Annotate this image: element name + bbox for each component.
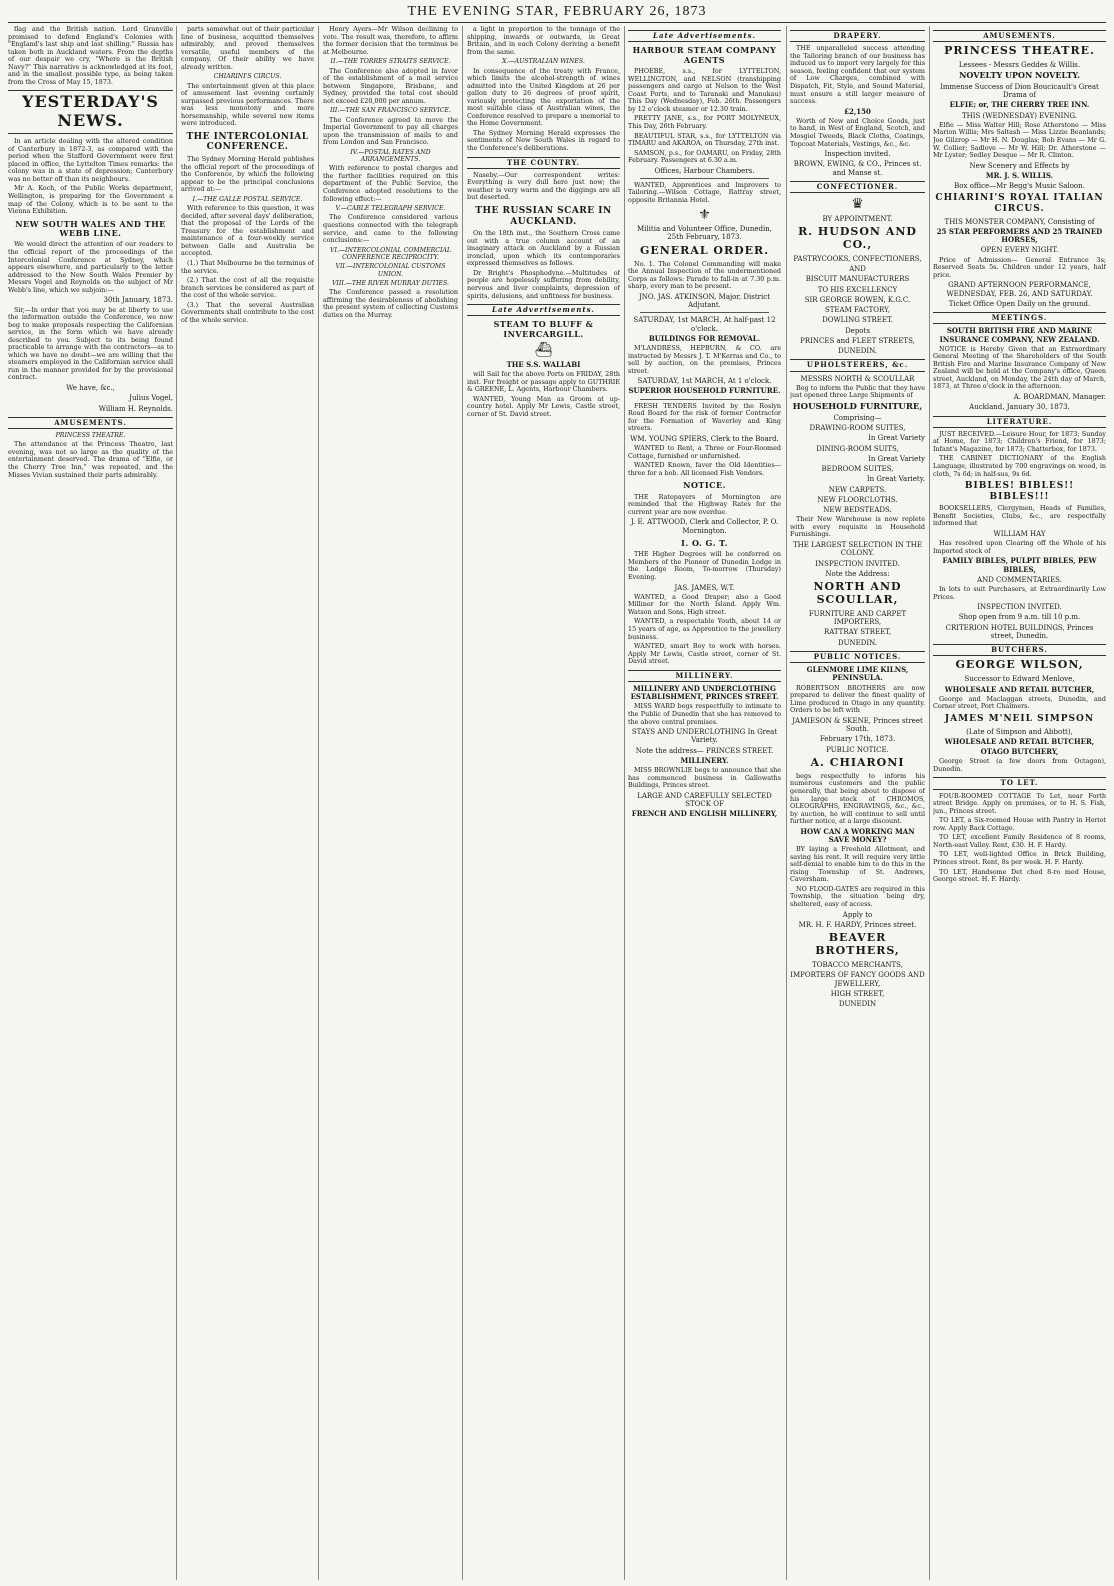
- list-item: (3.) That the several Australian Governments shall contribute to the cost of the whole service.: [181, 300, 314, 324]
- column-5: [628, 26, 781, 1580]
- ad-text: GRAND AFTERNOON PERFORMANCE, WEDNESDAY, FEB. 26, AND SATURDAY.: [946, 281, 1093, 298]
- cast-list: Elfie — Miss Walter Hill; Rose Atherstone — Miss Marion Willis; Mrs Saltash — Miss Lizzie Beanlands; Joe Gilzrop — Mr H. N. Douglas; Bob Evans — Mr G. W. Collier; Sadlove — Mr W. Hill; Dr. Atherstone — Mr Lyster; Sedley Desque — Mr R. Clinton.: [933, 120, 1106, 160]
- ad-heading: GLENMORE LIME KILNS, PENINSULA.: [806, 665, 909, 683]
- ad-text: WANTED Known, faver the Old Identities—three for a bob. All licensed Fish Vendors.: [628, 461, 781, 477]
- subheading: VIII.—THE RIVER MURRAY DUTIES.: [331, 279, 450, 287]
- ad-text: THE Ratepayers of Mornington are reminded that the Highway Rates for the current year are now overdue.: [628, 492, 781, 516]
- ad-text: In Great Variety: [868, 454, 925, 463]
- column-2: [181, 26, 314, 1580]
- ad-text: MISS WARD begs respectfully to intimate to the Public of Dunedin that she has removed to the above central premises.: [628, 702, 781, 726]
- ad-text: £2,150: [844, 106, 871, 116]
- ad-text: February 17th, 1873.: [819, 735, 896, 744]
- divider: [640, 399, 769, 400]
- ad-text: TO LET, well-lighted Office in Brick Building, Princes street. Rent, 8s per week. H. F. Hardy.: [933, 850, 1106, 866]
- article-text: With reference to this question, it was decided, after several days' deliberation, that the proposal of the Lords of the Treasury for the establishment and maintenance of a four-weekly service between Galle and Australia be accepted.: [181, 204, 314, 258]
- section-title-butchers: BUTCHERS.: [933, 644, 1106, 656]
- ad-text: WANTED, Apprentices and Improvers to Tailoring.—Wilson Cottage, Rattray street, opposite Britannia Hotel.: [628, 180, 781, 205]
- ad-heading: HOW CAN A WORKING MAN SAVE MONEY?: [800, 826, 915, 844]
- ad-text: ROBERTSON BROTHERS are now prepared to deliver the finest quality of Lime produced in Otago in any quantity. Orders to be left with: [790, 683, 925, 715]
- ad-text: INSPECTION INVITED.: [977, 603, 1062, 612]
- ad-heading: GEORGE WILSON,: [955, 658, 1084, 672]
- ad-text: LARGE AND CAREFULLY SELECTED STOCK OF: [637, 791, 772, 808]
- ad-text: No. 1. The Colonel Commanding will make the Annual Inspection of the undermentioned Corps as follows: Parade to fall-in at 7.30 p.m. sharp, every man to be present.: [628, 259, 781, 291]
- ad-text: In Great Variety.: [866, 475, 925, 484]
- article-text: The Conference passed a resolution affirming the desirableness of abolishing the present system of collecting Customs duties on the Murray.: [323, 288, 458, 319]
- ad-text: IMPORTERS OF FANCY GOODS AND JEWELLERY,: [790, 971, 925, 988]
- ad-heading: MR. J. S. WILLIS.: [985, 170, 1054, 180]
- ad-text: (Late of Simpson and Abbott),: [966, 727, 1073, 736]
- ad-text: AND: [849, 265, 866, 274]
- ad-heading: BUILDINGS FOR REMOVAL.: [648, 333, 761, 343]
- ad-text: WANTED, Young Man as Groom at up-country hotel. Apply Mr Lewis, Castle street, corner of St. David street.: [467, 394, 620, 418]
- ad-heading: I. O. G. T.: [681, 537, 728, 548]
- ad-text: Has resolved upon Clearing off the Whole of his Imported stock of: [933, 539, 1106, 555]
- article-text: Mr A. Koch, of the Public Works department, Wellington, is preparing for the Government a map of the Colony, which is to be sent to the Vienna Exhibition.: [8, 184, 173, 216]
- ad-heading: OTAGO BUTCHERY,: [980, 747, 1059, 757]
- ad-text: George and Maclaggan streets, Dunedin, and Corner street, Port Chalmers.: [933, 694, 1106, 711]
- ad-heading: MESSRS NORTH & SCOULLAR: [800, 374, 915, 383]
- article-text: In an article dealing with the altered condition of Canterbury in 1872-3, as compared with the period when the Stafford Government were first placed in office, the Lyttelton Times remarks: the colony was in a state of depression; Canterbury was no better off than its neighbours.: [8, 137, 173, 183]
- ad-text: TO LET, excellent Family Residence of 8 rooms, North-east Valley. Rent, £30. H. F. Hardy.: [933, 833, 1106, 849]
- section-title-millinery: MILLINERY.: [628, 670, 781, 682]
- section-title-late-ads: Late Advertisements.: [467, 304, 620, 316]
- ad-text: DUNEDIN: [838, 1000, 877, 1008]
- ad-text: HIGH STREET,: [830, 989, 885, 998]
- ad-heading: MILLINERY AND UNDERCLOTHING ESTABLISHMENT, PRINCES STREET.: [630, 683, 779, 702]
- ad-heading: BIBLES! BIBLES!! BIBLES!!!: [964, 481, 1075, 502]
- column-1: [8, 26, 173, 1580]
- ad-heading: ELFIE; or, THE CHERRY TREE INN.: [949, 100, 1090, 110]
- column-divider: [786, 26, 787, 1580]
- article-text: The attendance at the Princess Theatre, last evening, was not so large as the quality of the entertainment deserved. The drama of "Elfie, or the Cherry Tree Inn," was repeated, and the Misses Vivian sustained their parts admirably.: [8, 440, 173, 479]
- column-divider: [929, 26, 930, 1580]
- ad-text: SIR GEORGE BOWEN, K.G.C.: [804, 295, 911, 304]
- ad-title: STEAM TO BLUFF & INVERCARGILL.: [493, 319, 594, 339]
- ad-text: Lessees - Messrs Geddes & Willis.: [958, 61, 1081, 70]
- ad-heading: PRINCESS THEATRE.: [944, 44, 1095, 58]
- column-6: [790, 26, 925, 1580]
- subheading: I.—THE GALLE POSTAL SERVICE.: [192, 195, 303, 203]
- ad-heading: SUPERIOR HOUSEHOLD FURNITURE.: [628, 386, 781, 396]
- article-text: On the 18th inst., the Southern Cross came out with a true column account of an imaginary attack on Auckland by a Russian ironclad, upon which its contemporaries expressed themselves as follows.: [467, 229, 620, 268]
- ad-heading: WHOLESALE AND RETAIL BUTCHER,: [944, 684, 1095, 694]
- ad-text: THE LARGEST SELECTION IN THE COLONY.: [792, 541, 922, 558]
- article-text: In consequence of the treaty with France, which limits the alcohol-strength of wines admitted into the United Kingdom at 26 per gallon duty to 26 degrees of proof spirit, variously protecting the exportation of the most suitable class of Australian wines, the Conference resolved to prepare a memorial to the Home Government.: [467, 66, 620, 128]
- ad-text: SATURDAY, 1st MARCH, At 1 o'clock.: [637, 377, 772, 386]
- ad-text: STAYS AND UNDERCLOTHING In Great Variety.: [631, 728, 778, 745]
- ad-heading: CHIARINI'S ROYAL ITALIAN CIRCUS.: [935, 193, 1104, 214]
- ad-text: PRETTY JANE, s.s., for PORT MOLYNEUX, This Day, 26th February.: [628, 114, 781, 130]
- article-text: The entertainment given at this place of amusement last evening certainly surpassed previous performances. There was less monotony and more horsemanship, while several new items were introduced.: [181, 81, 314, 128]
- ship-icon: ⛴: [534, 342, 553, 359]
- ad-text: NEW CARPETS.: [828, 485, 887, 494]
- column-divider: [462, 26, 463, 1580]
- ad-signature: WM. YOUNG SPIERS, Clerk to the Board.: [630, 434, 779, 443]
- article-text: The Sydney Morning Herald publishes the official report of the proceedings of the Conference, by which the following appear to be the principal conclusions arrived at:—: [181, 155, 314, 194]
- ad-text: RATTRAY STREET,: [823, 628, 892, 637]
- ad-heading: BEAVER BROTHERS,: [815, 931, 900, 958]
- ad-heading: FAMILY BIBLES, PULPIT BIBLES, PEW BIBLES,: [942, 556, 1097, 574]
- article-text: flag and the British nation. Lord Granville promised to defend England's Colonies with "England's last ship and last shilling." Russia has taken both in Auckland waters. From the depths of our despair we cry, "Where is the British Navy?" This narrative is acknowledged at its foot, and in the smallest possible type, as being taken from the Cross of May 15, 1873.: [8, 26, 173, 86]
- ad-text: TO HIS EXCELLENCY: [817, 285, 898, 294]
- ad-text: Depots: [845, 326, 870, 335]
- ad-signature: JAS. JAMES, W.T.: [674, 583, 735, 592]
- subheading: III.—THE SAN FRANCISCO SERVICE.: [330, 107, 451, 115]
- ad-text: will Sail for the above Ports on FRIDAY, 28th inst. For freight or passage apply to GUTHRIE & GREENE, L. Agents, Harbour Chambers.: [467, 369, 620, 394]
- section-title-drapery: DRAPERY.: [790, 30, 925, 42]
- ad-text: Box office—Mr Begg's Music Saloon.: [954, 182, 1085, 191]
- subheading: II.—THE TORRES STRAITS SERVICE.: [330, 58, 451, 66]
- column-divider: [318, 26, 319, 1580]
- section-title-country: THE COUNTRY.: [467, 157, 620, 169]
- masthead: THE EVENING STAR, FEBRUARY 26, 1873: [407, 4, 707, 19]
- ad-text: WANTED, a Good Draper; also a Good Milliner for the North Island. Apply Wm. Watson and Sons, High street.: [628, 592, 781, 616]
- ad-text: Apply to: [842, 910, 873, 919]
- ad-text: M'LANDRESS, HEPBURN, & CO. are instructed by Messrs J. T. M'Kerras and Co., to sell by auction, on the premises, Princes street.: [628, 344, 781, 375]
- list-item: (2.) That the cost of all the requisite branch services be considered as part of the cost of the whole service.: [181, 276, 314, 300]
- ad-text: Militia and Volunteer Office, Dunedin, 25th February, 1873.: [637, 225, 772, 242]
- ad-title: HARBOUR STEAM COMPANY AGENTS: [632, 45, 777, 65]
- section-title-meetings: MEETINGS.: [933, 312, 1106, 324]
- ad-text: Ticket Office Open Daily on the ground.: [948, 299, 1091, 308]
- ad-signature: BROWN, EWING, & CO., Princes st. and Manse st.: [793, 160, 922, 177]
- ad-text: BOOKSELLERS, Clergymen, Heads of Families, Benefit Societies, Clubs, &c., are respectfully informed that: [933, 504, 1106, 528]
- subheading: V.—CABLE TELEGRAPH SERVICE.: [335, 205, 446, 213]
- ad-text: NEW FLOORCLOTHS.: [817, 495, 898, 504]
- ad-text: FOUR-ROOMED COTTAGE To Let, near Forth street Bridge. Apply on premises, or to H. S. Fish, jun., Princes street.: [933, 791, 1106, 815]
- ad-text: Shop open from 9 a.m. till 10 p.m.: [958, 613, 1081, 622]
- section-title-amusements: AMUSEMENTS.: [933, 30, 1106, 42]
- section-title-amusements: AMUSEMENTS.: [8, 417, 173, 429]
- ad-signature: JAMIESON & SKENE, Princes street South.: [792, 716, 923, 734]
- ad-text: BISCUIT MANUFACTURERS: [805, 275, 910, 284]
- ad-text: PASTRYCOOKS, CONFECTIONERS,: [793, 254, 922, 263]
- ad-text: THE unparalleled success attending the Tailoring branch of our business has induced us to import very largely for this season, feeling confident that our system of Low Charges, combined with Dispatch, Fit, Style, and Sound Material, must ensure a still larger measure of success.: [790, 44, 925, 106]
- ad-signature: MR. H. F. HARDY, Princes street.: [798, 920, 917, 929]
- ad-heading: WHOLESALE AND RETAIL BUTCHER,: [944, 736, 1095, 746]
- column-7: [933, 26, 1106, 1580]
- ad-text: THE CABINET DICTIONARY of the English Language, illustrated by 700 engravings on wood, in cloth, 7s 6d; in half-sus, 9s 6d.: [933, 454, 1106, 478]
- ad-text: NOTICE is Hereby Given that an Extraordinary General Meeting of the Shareholders of the South British Fire and Marine Insurance Company of New Zealand will be held at the Company's office, Queen street, Auckland, on Monday, the 24th day of March, 1873, at Three o'clock in the afternoon.: [933, 344, 1106, 391]
- divider: [640, 312, 769, 313]
- ad-text: PRINCES and FLEET STREETS,: [800, 336, 915, 345]
- subheading: CHIARINI'S CIRCUS.: [213, 73, 282, 81]
- ad-text: DINING-ROOM SUITS,: [816, 444, 899, 453]
- ad-text: BEDROOM SUITES,: [821, 465, 894, 474]
- ad-text: FRESH TENDERS Invited by the Roslyn Road Board for the risk of former Contractor for the Formation of Waverley and King streets.: [628, 401, 781, 433]
- ad-text: New Scenery and Effects by: [969, 161, 1070, 170]
- section-title-nsw: NEW SOUTH WALES AND THE WEBB LINE.: [15, 218, 166, 239]
- article-text: Dr Bright's Phosphodyne.—Multitudes of people are hopelessly suffering from debility, nervous and liver complaints, depression of spirits, delusions, and unfitness for business.: [467, 268, 620, 300]
- ad-text: Comprising—: [833, 413, 882, 422]
- section-title-confectioner: CONFECTIONER.: [790, 181, 925, 193]
- ad-text: DUNEDIN.: [837, 347, 878, 356]
- ad-text: Beg to inform the Public that they have just opened three Large Shipments of: [790, 383, 925, 400]
- ad-text: Price of Admission— General Entrance 3s; Reserved Seats 5s. Children under 12 years, half price.: [933, 255, 1106, 279]
- ad-text: JUST RECEIVED.—Leisure Hour, for 1873; Sunday at Home, for 1873; Children's Friend, for 1873; Infant's Magazine, for 1873; Chatterbox, for 1873.: [933, 429, 1106, 453]
- letter-date: 30th January, 1873.: [103, 296, 173, 305]
- article-text: parts somewhat out of their particular line of business, acquitted themselves admirably, and proved themselves versatile, useful members of the company. Of their ability we have already written.: [181, 26, 314, 71]
- ad-heading: WILLIAM HAY: [993, 529, 1046, 538]
- signature: Julius Vogel,: [129, 394, 173, 403]
- ad-heading: JAMES M'NEIL SIMPSON: [944, 713, 1095, 724]
- letter-signoff: We have, &c.,: [66, 384, 115, 393]
- ad-heading: NOVELTY UPON NOVELTY.: [959, 70, 1080, 81]
- ad-text: BEAUTIFUL STAR, s.s., for LYTTELTON via TIMARU and AKAROA, on Thursday, 27th inst.: [628, 131, 781, 148]
- article-text: Naseby.—Our correspondent writes: Everything is very dull here just now; the weather is very warm and the diggings are all but deserted.: [467, 170, 620, 202]
- ad-text: Offices, Harbour Chambers.: [654, 166, 755, 175]
- ad-heading: MILLINERY.: [680, 755, 729, 765]
- ad-text: DUNEDIN.: [837, 638, 878, 647]
- section-title-russian: THE RUSSIAN SCARE IN AUCKLAND.: [475, 205, 612, 227]
- ad-text: In Great Variety: [868, 434, 925, 443]
- ad-text: WANTED to Rent, a Three or Four-Roomed Cottage, furnished or unfurnished.: [628, 444, 781, 460]
- ad-text: STEAM FACTORY,: [824, 306, 891, 315]
- section-title-yesterday: YESTERDAY'S NEWS.: [8, 90, 173, 134]
- ad-text: WANTED, smart Boy to work with horses. Apply Mr Lewis, Castle street, corner of St. David street.: [628, 642, 781, 666]
- letter-text: Sir,—In order that you may be at liberty to use the information outside the Conference, we now beg to make proposals respecting the Californian service, in the form which we have already described to you. Subject to its being found practicable to arrange with the contractors—as to which we have no doubt—we are willing that the steamers employed in the Californian service shall run in the manner provided for by the provisional contract.: [8, 305, 173, 382]
- ad-text: TO LET, a Six-roomed House with Pantry in Heriot row. Apply Back Cottage.: [933, 816, 1106, 832]
- section-title-upholsterers: UPHOLSTERERS, &c.: [790, 359, 925, 371]
- royal-crest-icon: ♛: [851, 196, 864, 213]
- ad-text: THE Higher Degrees will be conferred on Members of the Pioneer of Dunedin Lodge in the Lodge Room, To-morrow (Thursday) Evening.: [628, 550, 781, 581]
- ad-text: NO FLOOD-GATES are required in this Township, the situation being dry, sheltered, easy of access.: [790, 884, 925, 909]
- ad-text: begs respectfully to inform his numerous customers and the public generally, that being about to dispose of his large stock of CHROMOS, OLEOGRAPHS, ENGRAVINGS, &c., &c., by auction, he will continue to sell until further notice, at a large discount.: [790, 771, 925, 826]
- subheading: VI.—INTERCOLONIAL COMMERCIAL CONFERENCE RECIPROCITY.: [329, 246, 452, 261]
- article-text: The Conference also adopted in favor of the establishment of a mail service between Singapore, Brisbane, and Sydney, provided the total cost should not exceed £20,000 per annum.: [323, 66, 458, 105]
- ad-text: George Street (a few doors from Octagon), Dunedin.: [933, 757, 1106, 773]
- ad-heading: R. HUDSON AND CO.,: [798, 224, 917, 251]
- ad-text: PHOEBE, s.s., for LYTTELTON, WELLINGTON, and NELSON (transhipping passengers and cargo at Nelson to the West Coast Ports, and to Taranaki and Manukau) This Day (Wednesday), Feb. 26th. Passengers by 12 o'clock steamer or 12.30 train.: [628, 67, 781, 113]
- ad-heading: SOUTH BRITISH FIRE AND MARINE INSURANCE COMPANY, NEW ZEALAND.: [939, 326, 1100, 344]
- ad-text: TOBACCO MERCHANTS,: [812, 961, 903, 969]
- ad-text: TO LET, Handsome Det ched 8-ro med House, George street. H. F. Hardy.: [933, 867, 1106, 884]
- ad-signature: J. E. ATTWOOD, Clerk and Collector, P. O. Mornington.: [630, 518, 779, 535]
- ad-text: In lots to suit Purchasers, at Extraordinarily Low Prices.: [933, 585, 1106, 601]
- article-text: The Sydney Morning Herald expresses the sentiments of New South Wales in regard to the Conference's deliberations.: [467, 128, 620, 152]
- ad-text: Worth of New and Choice Goods, just to hand, in West of England, Scotch, and Mosgiel Tweeds, Black Cloths, Coatings, Topcoat Materials, Vestings, &c., &c.: [790, 116, 925, 148]
- ad-text: Inspection invited.: [824, 150, 891, 159]
- ad-text: BY APPOINTMENT.: [822, 214, 893, 223]
- ad-text: CRITERION HOTEL BUILDINGS, Princes street, Dunedin.: [945, 623, 1094, 640]
- column-4: [467, 26, 620, 1580]
- ad-text: BY laying a Freehold Allotment, and saving his rent. It will require very little self-denial to enable him to do this in the rising Township of St. Andrews, Caversham.: [790, 845, 925, 884]
- ad-heading: HOUSEHOLD FURNITURE,: [792, 401, 923, 412]
- column-divider: [624, 26, 625, 1580]
- masthead-rule: [8, 22, 1106, 23]
- ad-signature: A. BOARDMAN, Manager.: [1013, 393, 1106, 402]
- subheading: VII.—INTERCOLONIAL CUSTOMS UNION.: [335, 263, 446, 278]
- ad-heading: THE S.S. WALLABI: [506, 359, 581, 369]
- section-title-late-ads: Late Advertisements.: [628, 30, 781, 42]
- ad-text: THIS MONSTER COMPANY, Consisting of: [944, 217, 1095, 226]
- ad-text: Immense Success of Dion Boucicault's Great Drama of: [940, 82, 1099, 100]
- ad-text: NEW BEDSTEADS.: [823, 506, 892, 515]
- ad-heading: A. CHIARONI: [810, 755, 905, 769]
- ad-text: FURNITURE AND CARPET IMPORTERS,: [808, 609, 907, 627]
- ad-text: AND COMMENTARIES.: [977, 575, 1062, 584]
- ad-signature: JNO. JAS. ATKINSON, Major, District Adjutant.: [638, 292, 771, 309]
- column-divider: [176, 26, 177, 1580]
- ad-text: DRAWING-ROOM SUITES,: [809, 424, 906, 433]
- article-text: The Conference agreed to move the Imperial Government to pay all charges upon the transmission of mails to and from London and San Francisco.: [323, 115, 458, 147]
- section-title-conference: THE INTERCOLONIAL CONFERENCE.: [186, 131, 309, 153]
- ad-text: Auckland, January 30, 1873.: [969, 403, 1070, 412]
- subheading: PRINCESS THEATRE.: [55, 432, 126, 440]
- article-text: Henry Ayers—Mr Wilson declining to vote. The result was, therefore, to affirm the former decision that the terminus be at Melbourne.: [323, 26, 458, 56]
- ad-text: Note the address— PRINCES STREET.: [635, 746, 774, 755]
- ad-text: DOWLING STREET.: [822, 316, 893, 325]
- ad-text: SAMSON, p.s., for OAMARU, on Friday, 28th February. Passengers at 6.30 a.m.: [628, 148, 781, 165]
- article-text: a light in proportion to the tonnage of the shipping, inwards or outwards, in Great Britain, and in each Colony deriving a benefit from the same.: [467, 26, 620, 56]
- ad-text: OPEN EVERY NIGHT.: [980, 246, 1059, 255]
- list-item: (1.) That Melbourne be the terminus of the service.: [181, 258, 314, 275]
- ad-text: FRENCH AND ENGLISH MILLINERY,: [631, 809, 778, 819]
- divider: [640, 178, 769, 179]
- column-3: [323, 26, 458, 1580]
- ad-text: INSPECTION INVITED.: [815, 559, 900, 568]
- subheading: X.—AUSTRALIAN WINES.: [502, 58, 585, 66]
- article-text: With reference to postal charges and the further facilities required on this department of the Public Service, the Conference adopted resolutions to the following effect:—: [323, 164, 458, 203]
- section-title-public-notices: PUBLIC NOTICES.: [790, 651, 925, 663]
- subheading: IV.—POSTAL RATES AND ARRANGEMENTS.: [350, 148, 431, 164]
- ad-text: Note the Address:: [825, 569, 890, 578]
- ad-text: Their New Warehouse is now replete with every requisite in Household Furnishings.: [790, 515, 925, 539]
- ad-text: MISS BROWNLIE begs to announce that she has commenced business in Gallowaths Buildings, Princes street.: [628, 766, 781, 790]
- ad-text: Successor to Edward Menlove,: [964, 675, 1075, 684]
- ad-text: THIS (WEDNESDAY) EVENING.: [961, 111, 1078, 120]
- crest-icon: ⚜: [698, 206, 711, 223]
- ad-heading: 25 STAR PERFORMERS AND 25 TRAINED HORSES,: [936, 226, 1103, 245]
- article-text: We would direct the attention of our readers to the official report of the proceedings of the Intercolonial Conference at Sydney, which appears elsewhere, and particularly to the letter addressed to the New South Wales Premier by Messrs Vogel and Reynolds on the subject of Mr Webb's line, which we subjoin:—: [8, 240, 173, 294]
- ad-text: SATURDAY, 1st MARCH, At half-past 12 o'clock.: [633, 316, 776, 333]
- section-title-to-let: TO LET.: [933, 777, 1106, 789]
- article-text: The Conference considered various questions connected with the telegraph service, and came to the following conclusions:—: [323, 213, 458, 245]
- signature: William H. Reynolds.: [98, 404, 173, 413]
- ad-heading: PUBLIC NOTICE.: [826, 745, 889, 754]
- section-title-literature: LITERATURE.: [933, 416, 1106, 428]
- ad-heading: NORTH AND SCOULLAR,: [813, 580, 902, 606]
- ad-heading: NOTICE.: [683, 480, 726, 491]
- ad-text: WANTED, a respectable Youth, about 14 or 15 years of age, as Apprentice to the jewellery business.: [628, 617, 781, 641]
- ad-heading: GENERAL ORDER.: [639, 243, 770, 257]
